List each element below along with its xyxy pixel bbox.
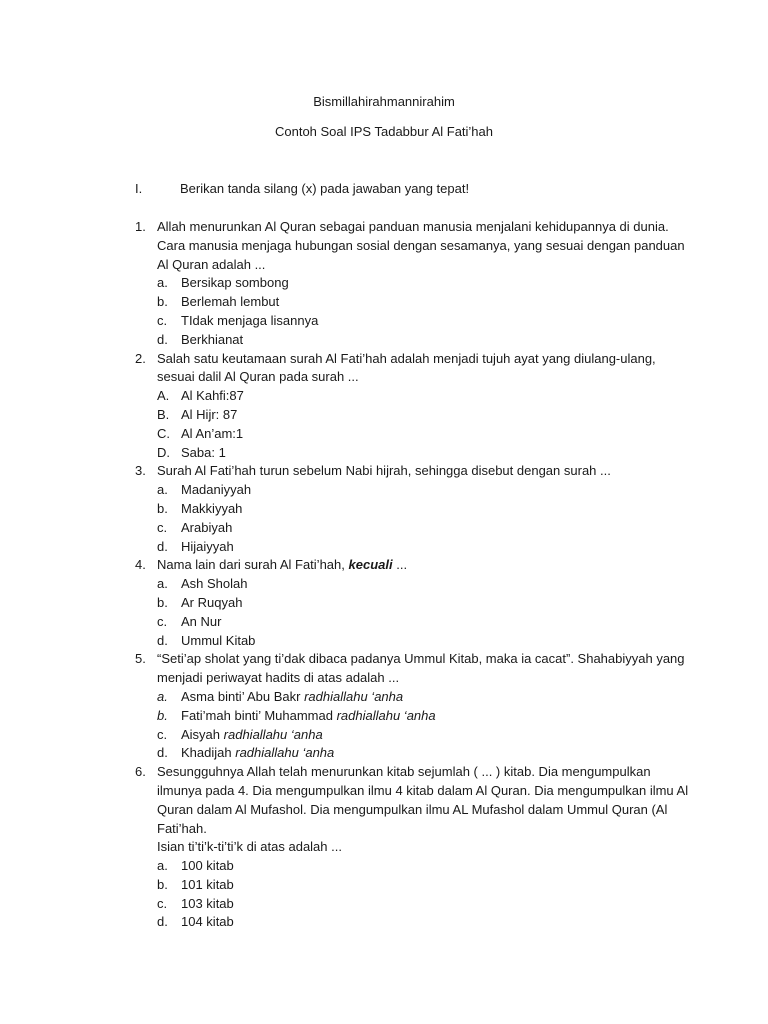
option-label: d. xyxy=(157,632,168,648)
question-number: 4. xyxy=(135,557,146,573)
option-text: Asma binti’ Abu Bakr xyxy=(181,688,301,704)
question-text-end: ... xyxy=(396,557,408,573)
answer-option xyxy=(157,594,695,613)
option-text: Ash Sholah xyxy=(181,576,248,592)
option-label: d. xyxy=(157,914,168,930)
answer-option xyxy=(157,293,695,312)
question-text: Surah Al Fati’hah turun sebelum Nabi hijrah, sehingga disebut dengan surah ... xyxy=(157,463,611,479)
option-text: Bersikap sombong xyxy=(181,275,289,291)
answer-option xyxy=(157,688,695,707)
question-2 xyxy=(135,350,695,463)
option-text: Saba: 1 xyxy=(181,444,226,460)
answer-option xyxy=(157,876,695,895)
option-text: 104 kitab xyxy=(181,914,234,930)
option-label: a. xyxy=(157,275,168,291)
question-number: 1. xyxy=(135,219,146,234)
answer-option xyxy=(157,744,695,763)
question-4 xyxy=(135,556,695,650)
question-number: 2. xyxy=(135,350,146,366)
answer-option xyxy=(157,857,695,876)
option-text: Fati’mah binti’ Muhammad xyxy=(181,707,333,723)
question-1 xyxy=(135,218,695,350)
option-text: Berkhianat xyxy=(181,331,244,347)
option-text: Ummul Kitab xyxy=(181,632,256,648)
option-text: Al Hijr: 87 xyxy=(181,406,238,422)
option-label: A. xyxy=(157,388,170,404)
option-label: b. xyxy=(157,294,168,310)
option-text: Makkiyyah xyxy=(181,500,243,516)
option-text: Berlemah lembut xyxy=(181,294,280,310)
question-text: Allah menurunkan Al Quran sebagai panduan manusia menjalani kehidupannya di dunia. Cara manusia menjaga hubungan sosial dengan sesamanya, yang sesuai dengan panduan Al Quran adalah ... xyxy=(157,219,685,272)
question-text: Salah satu keutamaan surah Al Fati’hah adalah menjadi tujuh ayat yang diulang-ulang, sesuai dalil Al Quran pada surah ... xyxy=(157,350,656,385)
option-label: b. xyxy=(157,707,168,723)
answer-option xyxy=(157,895,695,914)
option-honorific: radhiallahu ‘anha xyxy=(336,707,436,723)
option-label: a. xyxy=(157,482,168,498)
option-honorific: radhiallahu ‘anha xyxy=(304,688,404,704)
question-number: 6. xyxy=(135,764,146,780)
answer-option xyxy=(157,538,695,557)
option-label: b. xyxy=(157,500,168,516)
option-text: Madaniyyah xyxy=(181,482,252,498)
answer-option xyxy=(157,632,695,651)
option-label: b. xyxy=(157,594,168,610)
option-label: a. xyxy=(157,576,168,592)
section-number: I. xyxy=(135,181,143,196)
option-text: Hijaiyyah xyxy=(181,538,234,554)
option-text: 103 kitab xyxy=(181,895,234,911)
option-label: c. xyxy=(157,726,168,742)
option-text: Khadijah xyxy=(181,745,232,761)
answer-option xyxy=(157,726,695,745)
question-text: Nama lain dari surah Al Fati’hah, xyxy=(157,557,345,573)
answer-option xyxy=(157,575,695,594)
answer-option xyxy=(157,913,695,932)
option-label: c. xyxy=(157,312,168,328)
option-label: a. xyxy=(157,858,168,874)
answer-option xyxy=(157,707,695,726)
question-3 xyxy=(135,462,695,556)
question-5 xyxy=(135,650,695,763)
option-label: d. xyxy=(157,745,168,761)
option-text: TIdak menjaga lisannya xyxy=(181,312,319,328)
option-label: b. xyxy=(157,876,168,892)
answer-option xyxy=(157,406,695,425)
question-text: “Seti’ap sholat yang ti’dak dibaca padanya Ummul Kitab, maka ia cacat”. Shahabiyyah yang menjadi periwayat hadits di atas adalah ... xyxy=(157,651,685,686)
question-6 xyxy=(135,763,695,932)
option-text: Al Kahfi:87 xyxy=(181,388,244,404)
question-list xyxy=(135,218,695,932)
option-text: 100 kitab xyxy=(181,858,234,874)
option-label: c. xyxy=(157,613,168,629)
option-label: c. xyxy=(157,895,168,911)
answer-option xyxy=(157,331,695,350)
option-text: 101 kitab xyxy=(181,876,234,892)
option-label: a. xyxy=(157,688,168,704)
question-prompt: Isian ti’ti’k-ti’ti’k di atas adalah ... xyxy=(157,839,342,855)
section-instruction: Berikan tanda silang (x) pada jawaban yang tepat! xyxy=(180,181,470,196)
option-label: D. xyxy=(157,444,170,460)
option-honorific: radhiallahu ‘anha xyxy=(235,745,335,761)
answer-option xyxy=(157,500,695,519)
question-number: 5. xyxy=(135,651,146,667)
option-text: Arabiyah xyxy=(181,519,233,535)
answer-option xyxy=(157,613,695,632)
option-text: Ar Ruqyah xyxy=(181,594,243,610)
document-title: Contoh Soal IPS Tadabbur Al Fati’hah xyxy=(274,124,494,139)
option-label: B. xyxy=(157,406,170,422)
question-emphasis: kecuali xyxy=(348,557,393,573)
answer-option xyxy=(157,519,695,538)
option-label: d. xyxy=(157,538,168,554)
option-text: Aisyah xyxy=(181,726,221,742)
question-number: 3. xyxy=(135,463,146,479)
answer-option xyxy=(157,444,695,463)
option-text: An Nur xyxy=(181,613,222,629)
answer-option xyxy=(157,312,695,331)
option-label: c. xyxy=(157,519,168,535)
question-text-group xyxy=(157,556,695,575)
answer-option xyxy=(157,481,695,500)
option-label: d. xyxy=(157,331,168,347)
question-text: Sesungguhnya Allah telah menurunkan kitab sejumlah ( ... ) kitab. Dia mengumpulkan ilmunya pada 4. Dia mengumpulkan ilmu 4 kitab dalam Al Quran. Dia mengumpulkan ilmu Al Quran dalam Al Mufashol. Dia mengumpulkan ilmu AL Mufashol dalam Ummul Quran (Al Fati’hah. xyxy=(157,764,689,836)
document-header-basmala: Bismillahirahmannirahim xyxy=(313,94,455,109)
answer-option xyxy=(157,387,695,406)
answer-option xyxy=(157,274,695,293)
option-text: Al An’am:1 xyxy=(181,425,244,441)
answer-option xyxy=(157,425,695,444)
option-label: C. xyxy=(157,425,170,441)
option-honorific: radhiallahu ‘anha xyxy=(223,726,323,742)
